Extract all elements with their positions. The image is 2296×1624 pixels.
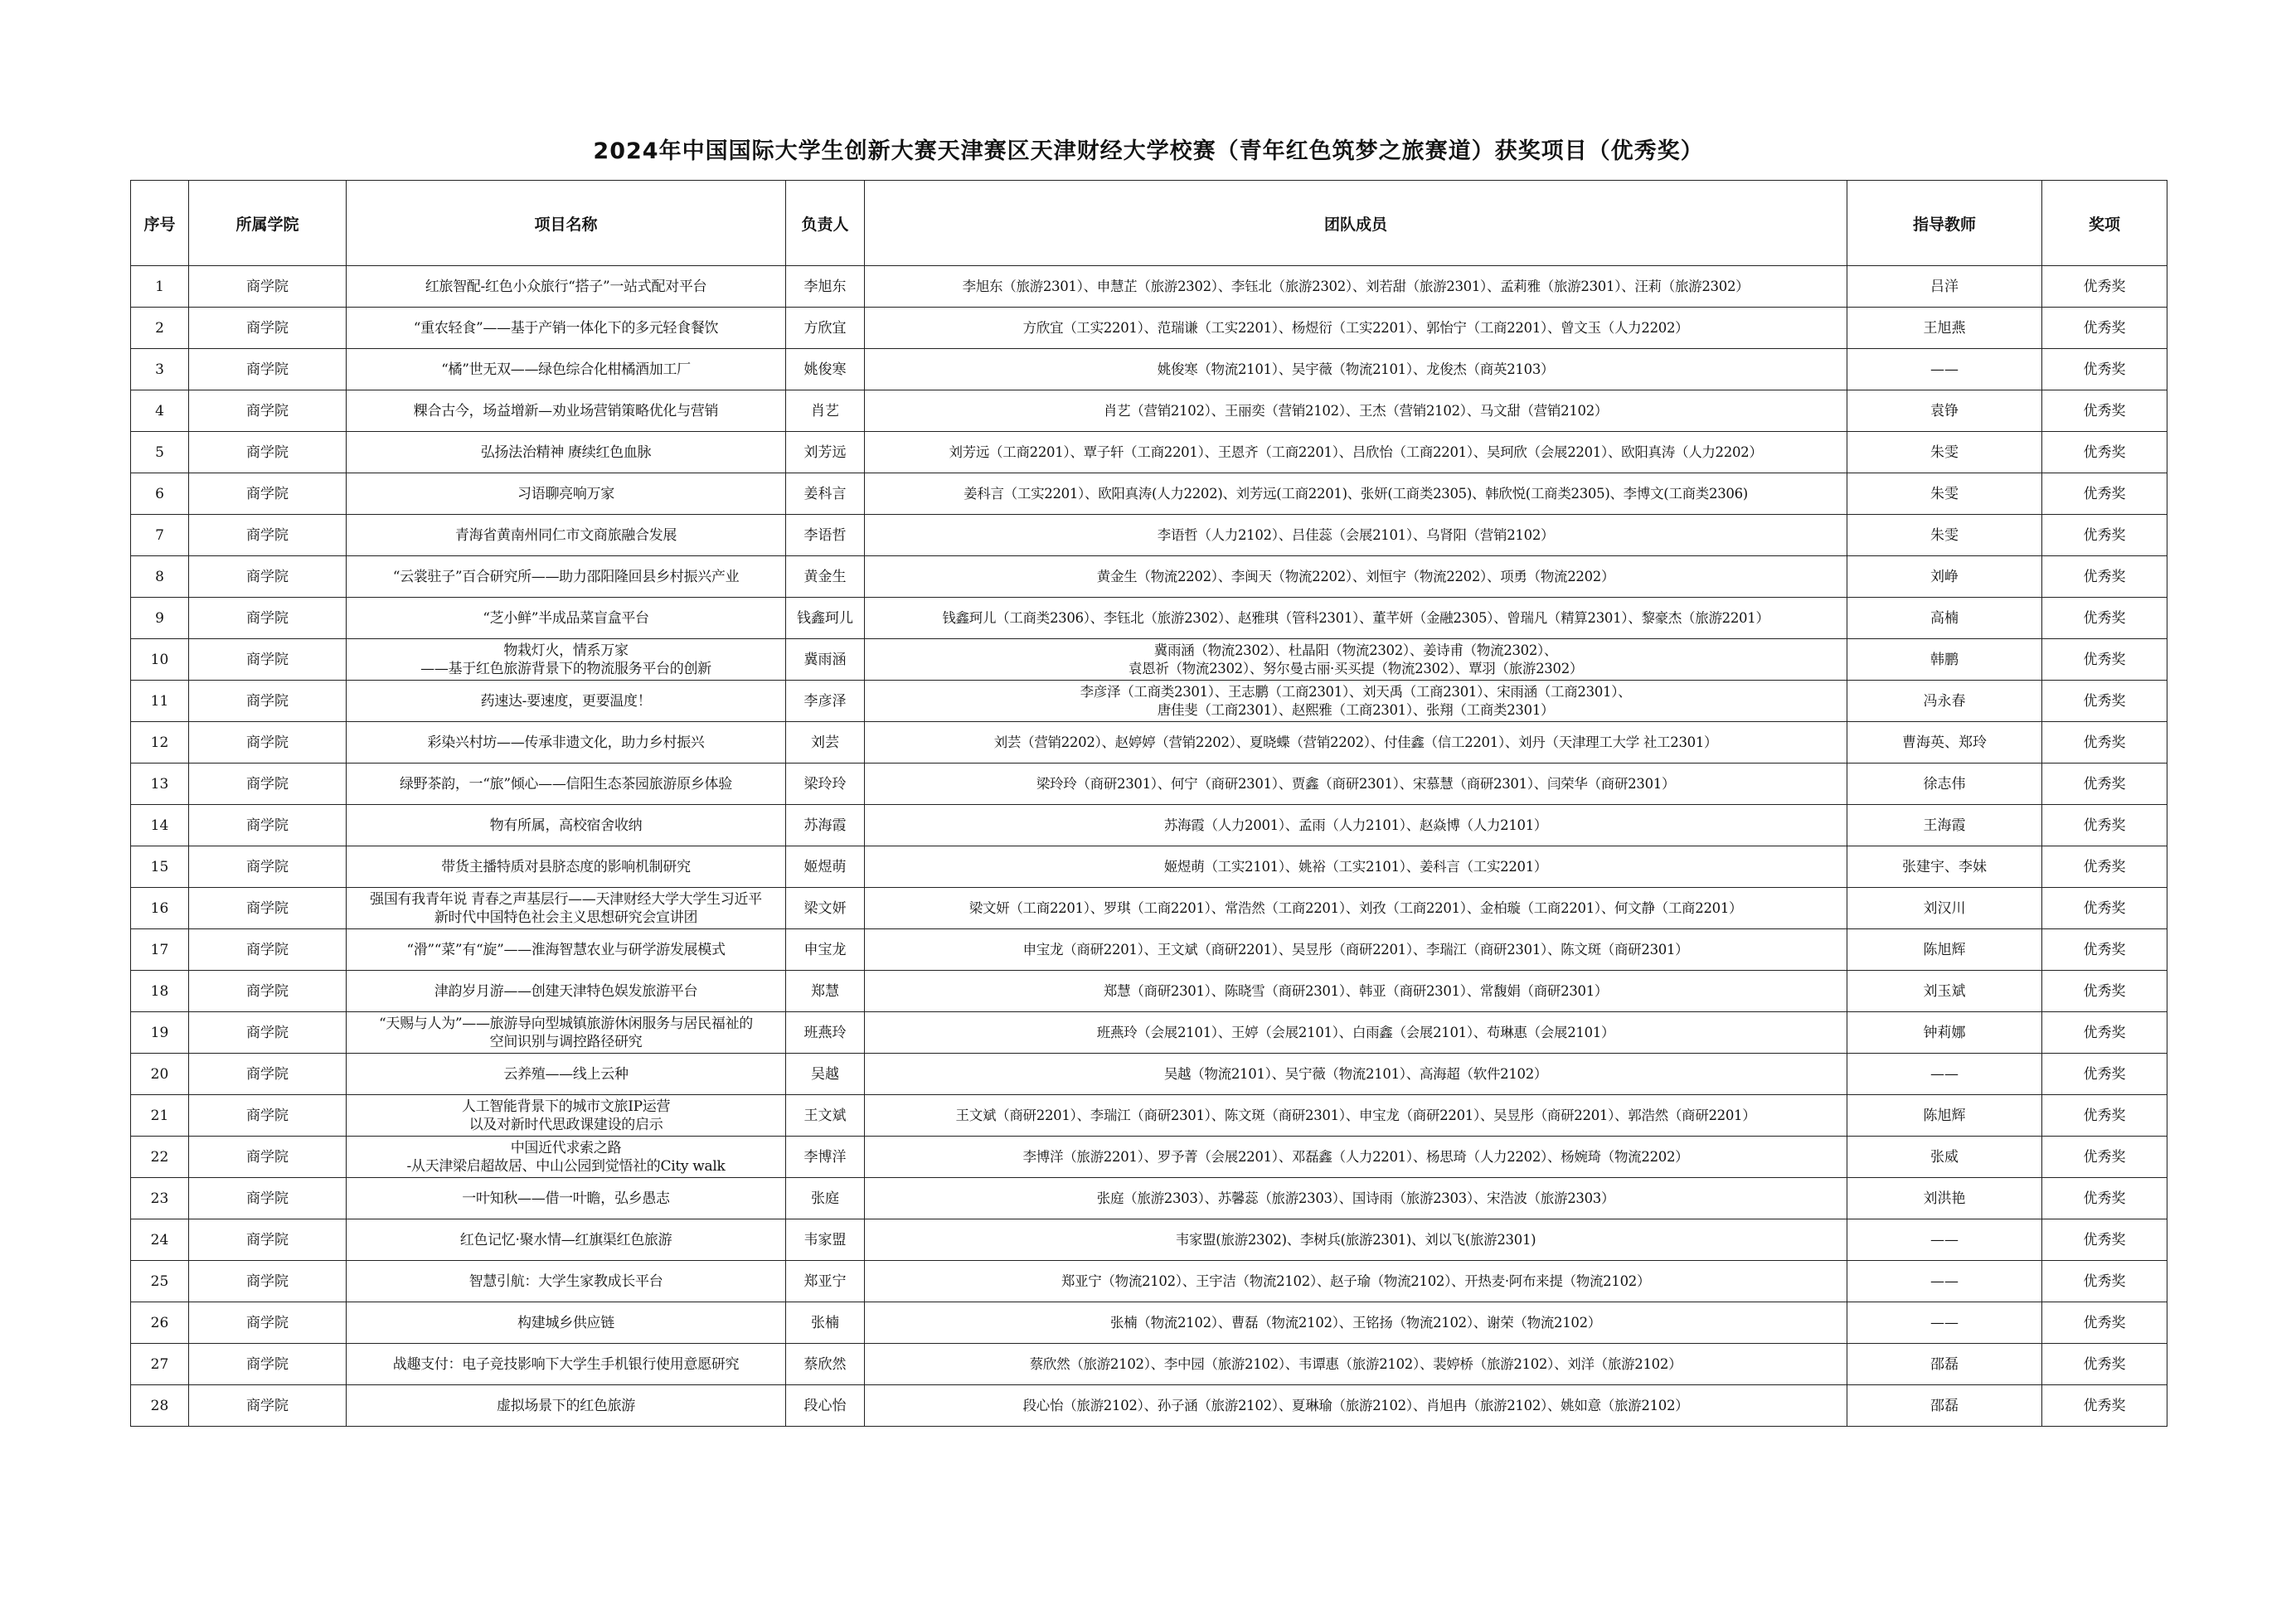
- header-advisor: 指导教师: [1847, 181, 2042, 266]
- cell-leader: 方欣宜: [786, 308, 865, 349]
- cell-members: 李博洋（旅游2201）、罗予菁（会展2201）、邓磊鑫（人力2201）、杨思琦（人力2202）、杨婉琦（物流2202）: [865, 1137, 1847, 1178]
- cell-college: 商学院: [189, 639, 347, 681]
- cell-award: 优秀奖: [2042, 473, 2167, 515]
- cell-members: 钱鑫珂儿（工商类2306）、李钰北（旅游2302）、赵雅琪（管科2301）、董芊妍（金融2305）、曾瑞凡（精算2301）、黎豪杰（旅游2201）: [865, 598, 1847, 639]
- cell-project: 强国有我青年说 青春之声基层行——天津财经大学大学生习近平 新时代中国特色社会主义思想研究会宣讲团: [347, 888, 786, 929]
- cell-members: 蔡欣然（旅游2102）、李中园（旅游2102）、韦谭惠（旅游2102）、裴婷桥（旅游2102）、刘洋（旅游2102）: [865, 1344, 1847, 1385]
- cell-leader: 冀雨涵: [786, 639, 865, 681]
- cell-members: 韦家盟(旅游2302)、李树兵(旅游2301)、刘以飞(旅游2301): [865, 1219, 1847, 1261]
- table-row: [131, 390, 2167, 432]
- cell-college: 商学院: [189, 1054, 347, 1095]
- cell-no: 20: [131, 1054, 189, 1095]
- cell-college: 商学院: [189, 349, 347, 390]
- cell-members: 梁文妍（工商2201）、罗琪（工商2201）、常浩然（工商2201）、刘孜（工商2201）、金柏璇（工商2201）、何文静（工商2201）: [865, 888, 1847, 929]
- cell-college: 商学院: [189, 473, 347, 515]
- cell-project: 药速达-要速度，更要温度！: [347, 681, 786, 722]
- cell-award: 优秀奖: [2042, 1219, 2167, 1261]
- cell-college: 商学院: [189, 805, 347, 846]
- cell-leader: 姜科言: [786, 473, 865, 515]
- cell-no: 9: [131, 598, 189, 639]
- cell-members: 郑慧（商研2301）、陈晓雪（商研2301）、韩亚（商研2301）、常馥娟（商研2301）: [865, 971, 1847, 1012]
- cell-no: 23: [131, 1178, 189, 1219]
- cell-members: 班燕玲（会展2101）、王婷（会展2101）、白雨鑫（会展2101）、苟琳惠（会展2101）: [865, 1012, 1847, 1054]
- cell-college: 商学院: [189, 432, 347, 473]
- cell-advisor: 刘玉斌: [1847, 971, 2042, 1012]
- cell-no: 25: [131, 1261, 189, 1302]
- cell-members: 张楠（物流2102）、曹磊（物流2102）、王铭扬（物流2102）、谢荣（物流2102）: [865, 1302, 1847, 1344]
- cell-award: 优秀奖: [2042, 764, 2167, 805]
- cell-members: 张庭（旅游2303）、苏馨蕊（旅游2303）、国诗雨（旅游2303）、宋浩波（旅游2303）: [865, 1178, 1847, 1219]
- table-row: [131, 515, 2167, 556]
- cell-advisor: 曹海英、郑玲: [1847, 722, 2042, 764]
- cell-advisor: 张建宇、李妹: [1847, 846, 2042, 888]
- cell-members: 方欣宜（工实2201）、范瑞谦（工实2201）、杨煜衍（工实2201）、郭怡宁（工商2201）、曾文玉（人力2202）: [865, 308, 1847, 349]
- cell-leader: 吴越: [786, 1054, 865, 1095]
- cell-project: 物有所属，高校宿舍收纳: [347, 805, 786, 846]
- header-college: 所属学院: [189, 181, 347, 266]
- cell-no: 22: [131, 1137, 189, 1178]
- cell-award: 优秀奖: [2042, 390, 2167, 432]
- cell-college: 商学院: [189, 1344, 347, 1385]
- cell-project: 带货主播特质对县脐态度的影响机制研究: [347, 846, 786, 888]
- cell-advisor: ——: [1847, 1054, 2042, 1095]
- cell-leader: 王文斌: [786, 1095, 865, 1137]
- table-row: [131, 266, 2167, 308]
- cell-project: 智慧引航：大学生家教成长平台: [347, 1261, 786, 1302]
- cell-advisor: 陈旭辉: [1847, 1095, 2042, 1137]
- document-title: 2024年中国国际大学生创新大赛天津赛区天津财经大学校赛（青年红色筑梦之旅赛道）获奖项目（优秀奖）: [593, 138, 1704, 164]
- cell-advisor: 朱雯: [1847, 432, 2042, 473]
- cell-no: 14: [131, 805, 189, 846]
- cell-no: 24: [131, 1219, 189, 1261]
- cell-advisor: 张威: [1847, 1137, 2042, 1178]
- cell-project: “滑”“菜”有“旋”——淮海智慧农业与研学游发展模式: [347, 929, 786, 971]
- cell-advisor: 刘洪艳: [1847, 1178, 2042, 1219]
- cell-no: 3: [131, 349, 189, 390]
- cell-college: 商学院: [189, 390, 347, 432]
- cell-members: 李旭东（旅游2301）、申慧芷（旅游2302）、李钰北（旅游2302）、刘若甜（旅游2301）、孟莉雅（旅游2301）、汪莉（旅游2302）: [865, 266, 1847, 308]
- cell-members: 肖艺（营销2102）、王丽奕（营销2102）、王杰（营销2102）、马文甜（营销2102）: [865, 390, 1847, 432]
- cell-college: 商学院: [189, 1095, 347, 1137]
- cell-leader: 张楠: [786, 1302, 865, 1344]
- cell-advisor: 冯永春: [1847, 681, 2042, 722]
- cell-members: 郑亚宁（物流2102）、王宇洁（物流2102）、赵子瑜（物流2102）、开热麦·阿布来提（物流2102）: [865, 1261, 1847, 1302]
- cell-members: 段心怡（旅游2102）、孙子涵（旅游2102）、夏琳瑜（旅游2102）、肖旭冉（旅游2102）、姚如意（旅游2102）: [865, 1385, 1847, 1427]
- cell-project: “云裳驻子”百合研究所——助力邵阳隆回县乡村振兴产业: [347, 556, 786, 598]
- cell-members: 申宝龙（商研2201）、王文斌（商研2201）、吴昱彤（商研2201）、李瑞江（商研2301）、陈文斑（商研2301）: [865, 929, 1847, 971]
- cell-leader: 李博洋: [786, 1137, 865, 1178]
- cell-leader: 李旭东: [786, 266, 865, 308]
- cell-college: 商学院: [189, 846, 347, 888]
- cell-no: 28: [131, 1385, 189, 1427]
- cell-advisor: 高楠: [1847, 598, 2042, 639]
- cell-advisor: 刘峥: [1847, 556, 2042, 598]
- cell-no: 10: [131, 639, 189, 681]
- cell-college: 商学院: [189, 515, 347, 556]
- cell-college: 商学院: [189, 1302, 347, 1344]
- cell-advisor: 徐志伟: [1847, 764, 2042, 805]
- cell-project: 弘扬法治精神 赓续红色血脉: [347, 432, 786, 473]
- table-row: [131, 1095, 2167, 1137]
- cell-project: 红旅智配-红色小众旅行“搭子”一站式配对平台: [347, 266, 786, 308]
- cell-members: 李语哲（人力2102）、吕佳蕊（会展2101）、乌肾阳（营销2102）: [865, 515, 1847, 556]
- cell-project: 习语聊亮响万家: [347, 473, 786, 515]
- cell-no: 4: [131, 390, 189, 432]
- cell-advisor: 朱雯: [1847, 473, 2042, 515]
- header-award: 奖项: [2042, 181, 2167, 266]
- cell-award: 优秀奖: [2042, 349, 2167, 390]
- table-row: [131, 764, 2167, 805]
- cell-no: 21: [131, 1095, 189, 1137]
- cell-leader: 钱鑫珂儿: [786, 598, 865, 639]
- table-row: [131, 349, 2167, 390]
- cell-advisor: 邵磊: [1847, 1344, 2042, 1385]
- cell-award: 优秀奖: [2042, 888, 2167, 929]
- table-row: [131, 1054, 2167, 1095]
- cell-award: 优秀奖: [2042, 929, 2167, 971]
- cell-advisor: 王海霞: [1847, 805, 2042, 846]
- table-row: [131, 722, 2167, 764]
- table-row: [131, 1344, 2167, 1385]
- cell-college: 商学院: [189, 929, 347, 971]
- table-row: [131, 556, 2167, 598]
- cell-advisor: 朱雯: [1847, 515, 2042, 556]
- cell-award: 优秀奖: [2042, 805, 2167, 846]
- cell-members: 姜科言（工实2201）、欧阳真涛(人力2202)、刘芳远(工商2201)、张妍(工商类2305)、韩欣悦(工商类2305)、李博文(工商类2306): [865, 473, 1847, 515]
- cell-members: 刘芳远（工商2201）、覃子轩（工商2201）、王恩齐（工商2201）、吕欣怡（工商2201）、吴珂欣（会展2201）、欧阳真涛（人力2202）: [865, 432, 1847, 473]
- table-row: [131, 888, 2167, 929]
- cell-project: 绿野茶韵，一“旅”倾心——信阳生态茶园旅游原乡体验: [347, 764, 786, 805]
- cell-members: 黄金生（物流2202）、李闽天（物流2202）、刘恒宇（物流2202）、项勇（物流2202）: [865, 556, 1847, 598]
- cell-no: 16: [131, 888, 189, 929]
- cell-no: 6: [131, 473, 189, 515]
- cell-award: 优秀奖: [2042, 1095, 2167, 1137]
- cell-project: 物栽灯火，情系万家 ——基于红色旅游背景下的物流服务平台的创新: [347, 639, 786, 681]
- cell-no: 18: [131, 971, 189, 1012]
- table-row: [131, 681, 2167, 722]
- cell-award: 优秀奖: [2042, 1261, 2167, 1302]
- cell-leader: 苏海霞: [786, 805, 865, 846]
- cell-college: 商学院: [189, 308, 347, 349]
- cell-no: 5: [131, 432, 189, 473]
- table-row: [131, 929, 2167, 971]
- cell-award: 优秀奖: [2042, 1012, 2167, 1054]
- cell-leader: 蔡欣然: [786, 1344, 865, 1385]
- cell-project: “橘”世无双——绿色综合化柑橘酒加工厂: [347, 349, 786, 390]
- cell-no: 26: [131, 1302, 189, 1344]
- cell-college: 商学院: [189, 1261, 347, 1302]
- cell-leader: 刘芳远: [786, 432, 865, 473]
- cell-award: 优秀奖: [2042, 1302, 2167, 1344]
- cell-advisor: ——: [1847, 1302, 2042, 1344]
- cell-leader: 李彦泽: [786, 681, 865, 722]
- cell-members: 吴越（物流2101）、吴宁薇（物流2101）、高海超（软件2102）: [865, 1054, 1847, 1095]
- cell-award: 优秀奖: [2042, 846, 2167, 888]
- cell-college: 商学院: [189, 266, 347, 308]
- cell-leader: 黄金生: [786, 556, 865, 598]
- table-body: [131, 266, 2167, 1427]
- cell-award: 优秀奖: [2042, 1054, 2167, 1095]
- cell-leader: 郑慧: [786, 971, 865, 1012]
- cell-project: “重农轻食”——基于产销一体化下的多元轻食餐饮: [347, 308, 786, 349]
- cell-college: 商学院: [189, 888, 347, 929]
- table-row: [131, 1178, 2167, 1219]
- cell-project: 彩染兴村坊——传承非遗文化，助力乡村振兴: [347, 722, 786, 764]
- cell-leader: 肖艺: [786, 390, 865, 432]
- cell-college: 商学院: [189, 764, 347, 805]
- cell-leader: 段心怡: [786, 1385, 865, 1427]
- cell-leader: 郑亚宁: [786, 1261, 865, 1302]
- cell-members: 苏海霞（人力2001）、孟雨（人力2101）、赵焱博（人力2101）: [865, 805, 1847, 846]
- cell-no: 1: [131, 266, 189, 308]
- table-row: [131, 1385, 2167, 1427]
- header-leader: 负责人: [786, 181, 865, 266]
- table-header-row: [131, 181, 2167, 266]
- cell-college: 商学院: [189, 1219, 347, 1261]
- cell-project: “芝小鲜”半成品菜盲盒平台: [347, 598, 786, 639]
- cell-advisor: ——: [1847, 1219, 2042, 1261]
- cell-advisor: 钟莉娜: [1847, 1012, 2042, 1054]
- cell-award: 优秀奖: [2042, 681, 2167, 722]
- table-row: [131, 432, 2167, 473]
- cell-award: 优秀奖: [2042, 1385, 2167, 1427]
- table-row: [131, 846, 2167, 888]
- cell-advisor: 王旭燕: [1847, 308, 2042, 349]
- cell-college: 商学院: [189, 556, 347, 598]
- cell-no: 7: [131, 515, 189, 556]
- awards-table: [130, 180, 2167, 1427]
- cell-no: 2: [131, 308, 189, 349]
- cell-award: 优秀奖: [2042, 639, 2167, 681]
- cell-college: 商学院: [189, 681, 347, 722]
- cell-no: 17: [131, 929, 189, 971]
- cell-award: 优秀奖: [2042, 722, 2167, 764]
- cell-members: 刘芸（营销2202）、赵婷婷（营销2202）、夏晓蝶（营销2202）、付佳鑫（信工2201）、刘丹（天津理工大学 社工2301）: [865, 722, 1847, 764]
- cell-leader: 姚俊寒: [786, 349, 865, 390]
- cell-advisor: 邵磊: [1847, 1385, 2042, 1427]
- cell-members: 冀雨涵（物流2302）、杜晶阳（物流2302）、姜诗甫（物流2302）、 袁恩祈（物流2302）、努尔曼古丽·买买提（物流2302）、覃羽（旅游2302）: [865, 639, 1847, 681]
- cell-award: 优秀奖: [2042, 556, 2167, 598]
- cell-award: 优秀奖: [2042, 1344, 2167, 1385]
- cell-no: 15: [131, 846, 189, 888]
- cell-project: 津韵岁月游——创建天津特色娱发旅游平台: [347, 971, 786, 1012]
- table-row: [131, 1261, 2167, 1302]
- cell-project: “天赐与人为”——旅游导向型城镇旅游休闲服务与居民福祉的 空间识别与调控路径研究: [347, 1012, 786, 1054]
- cell-college: 商学院: [189, 971, 347, 1012]
- cell-leader: 班燕玲: [786, 1012, 865, 1054]
- table-row: [131, 1012, 2167, 1054]
- cell-project: 一叶知秋——借一叶瞻，弘乡愚志: [347, 1178, 786, 1219]
- cell-project: 红色记忆·聚水情—红旗渠红色旅游: [347, 1219, 786, 1261]
- cell-advisor: 陈旭辉: [1847, 929, 2042, 971]
- cell-advisor: ——: [1847, 1261, 2042, 1302]
- cell-award: 优秀奖: [2042, 266, 2167, 308]
- cell-project: 虚拟场景下的红色旅游: [347, 1385, 786, 1427]
- header-no: 序号: [131, 181, 189, 266]
- table-row: [131, 473, 2167, 515]
- cell-college: 商学院: [189, 1012, 347, 1054]
- cell-leader: 张庭: [786, 1178, 865, 1219]
- cell-advisor: 吕洋: [1847, 266, 2042, 308]
- cell-college: 商学院: [189, 722, 347, 764]
- cell-project: 中国近代求索之路 -从天津梁启超故居、中山公园到觉悟社的City walk: [347, 1137, 786, 1178]
- cell-project: 云养殖——线上云种: [347, 1054, 786, 1095]
- cell-award: 优秀奖: [2042, 515, 2167, 556]
- cell-advisor: 袁铮: [1847, 390, 2042, 432]
- cell-advisor: 韩鹏: [1847, 639, 2042, 681]
- table-row: [131, 598, 2167, 639]
- cell-award: 优秀奖: [2042, 598, 2167, 639]
- table-row: [131, 1219, 2167, 1261]
- header-project: 项目名称: [347, 181, 786, 266]
- cell-advisor: 刘汉川: [1847, 888, 2042, 929]
- table-row: [131, 308, 2167, 349]
- cell-members: 姚俊寒（物流2101）、吴宇薇（物流2101）、龙俊杰（商英2103）: [865, 349, 1847, 390]
- cell-no: 8: [131, 556, 189, 598]
- cell-project: 战趣支付：电子竞技影响下大学生手机银行使用意愿研究: [347, 1344, 786, 1385]
- cell-leader: 申宝龙: [786, 929, 865, 971]
- cell-no: 12: [131, 722, 189, 764]
- cell-no: 13: [131, 764, 189, 805]
- cell-no: 11: [131, 681, 189, 722]
- cell-no: 27: [131, 1344, 189, 1385]
- cell-leader: 韦家盟: [786, 1219, 865, 1261]
- table-row: [131, 971, 2167, 1012]
- cell-project: 人工智能背景下的城市文旅IP运营 以及对新时代思政课建设的启示: [347, 1095, 786, 1137]
- table-row: [131, 639, 2167, 681]
- cell-advisor: ——: [1847, 349, 2042, 390]
- cell-leader: 李语哲: [786, 515, 865, 556]
- cell-award: 优秀奖: [2042, 1178, 2167, 1219]
- cell-leader: 刘芸: [786, 722, 865, 764]
- cell-project: 粿合古今，场益增新—劝业场营销策略优化与营销: [347, 390, 786, 432]
- table-row: [131, 805, 2167, 846]
- cell-award: 优秀奖: [2042, 432, 2167, 473]
- table-row: [131, 1302, 2167, 1344]
- cell-college: 商学院: [189, 1385, 347, 1427]
- cell-members: 梁玲玲（商研2301）、何宁（商研2301）、贾鑫（商研2301）、宋慕慧（商研2301）、闫荣华（商研2301）: [865, 764, 1847, 805]
- cell-award: 优秀奖: [2042, 308, 2167, 349]
- cell-college: 商学院: [189, 1178, 347, 1219]
- cell-project: 青海省黄南州同仁市文商旅融合发展: [347, 515, 786, 556]
- cell-members: 姬煜萌（工实2101）、姚裕（工实2101）、姜科言（工实2201）: [865, 846, 1847, 888]
- cell-award: 优秀奖: [2042, 1137, 2167, 1178]
- cell-award: 优秀奖: [2042, 971, 2167, 1012]
- cell-no: 19: [131, 1012, 189, 1054]
- cell-members: 李彦泽（工商类2301）、王志鹏（工商2301）、刘天禹（工商2301）、宋雨涵（工商2301）、 唐佳斐（工商2301）、赵熙雅（工商2301）、张翔（工商类2301）: [865, 681, 1847, 722]
- cell-leader: 梁玲玲: [786, 764, 865, 805]
- cell-college: 商学院: [189, 598, 347, 639]
- cell-leader: 姬煜萌: [786, 846, 865, 888]
- cell-college: 商学院: [189, 1137, 347, 1178]
- cell-project: 构建城乡供应链: [347, 1302, 786, 1344]
- cell-leader: 梁文妍: [786, 888, 865, 929]
- cell-members: 王文斌（商研2201）、李瑞江（商研2301）、陈文斑（商研2301）、申宝龙（商研2201）、吴昱彤（商研2201）、郭浩然（商研2201）: [865, 1095, 1847, 1137]
- table-row: [131, 1137, 2167, 1178]
- header-members: 团队成员: [865, 181, 1847, 266]
